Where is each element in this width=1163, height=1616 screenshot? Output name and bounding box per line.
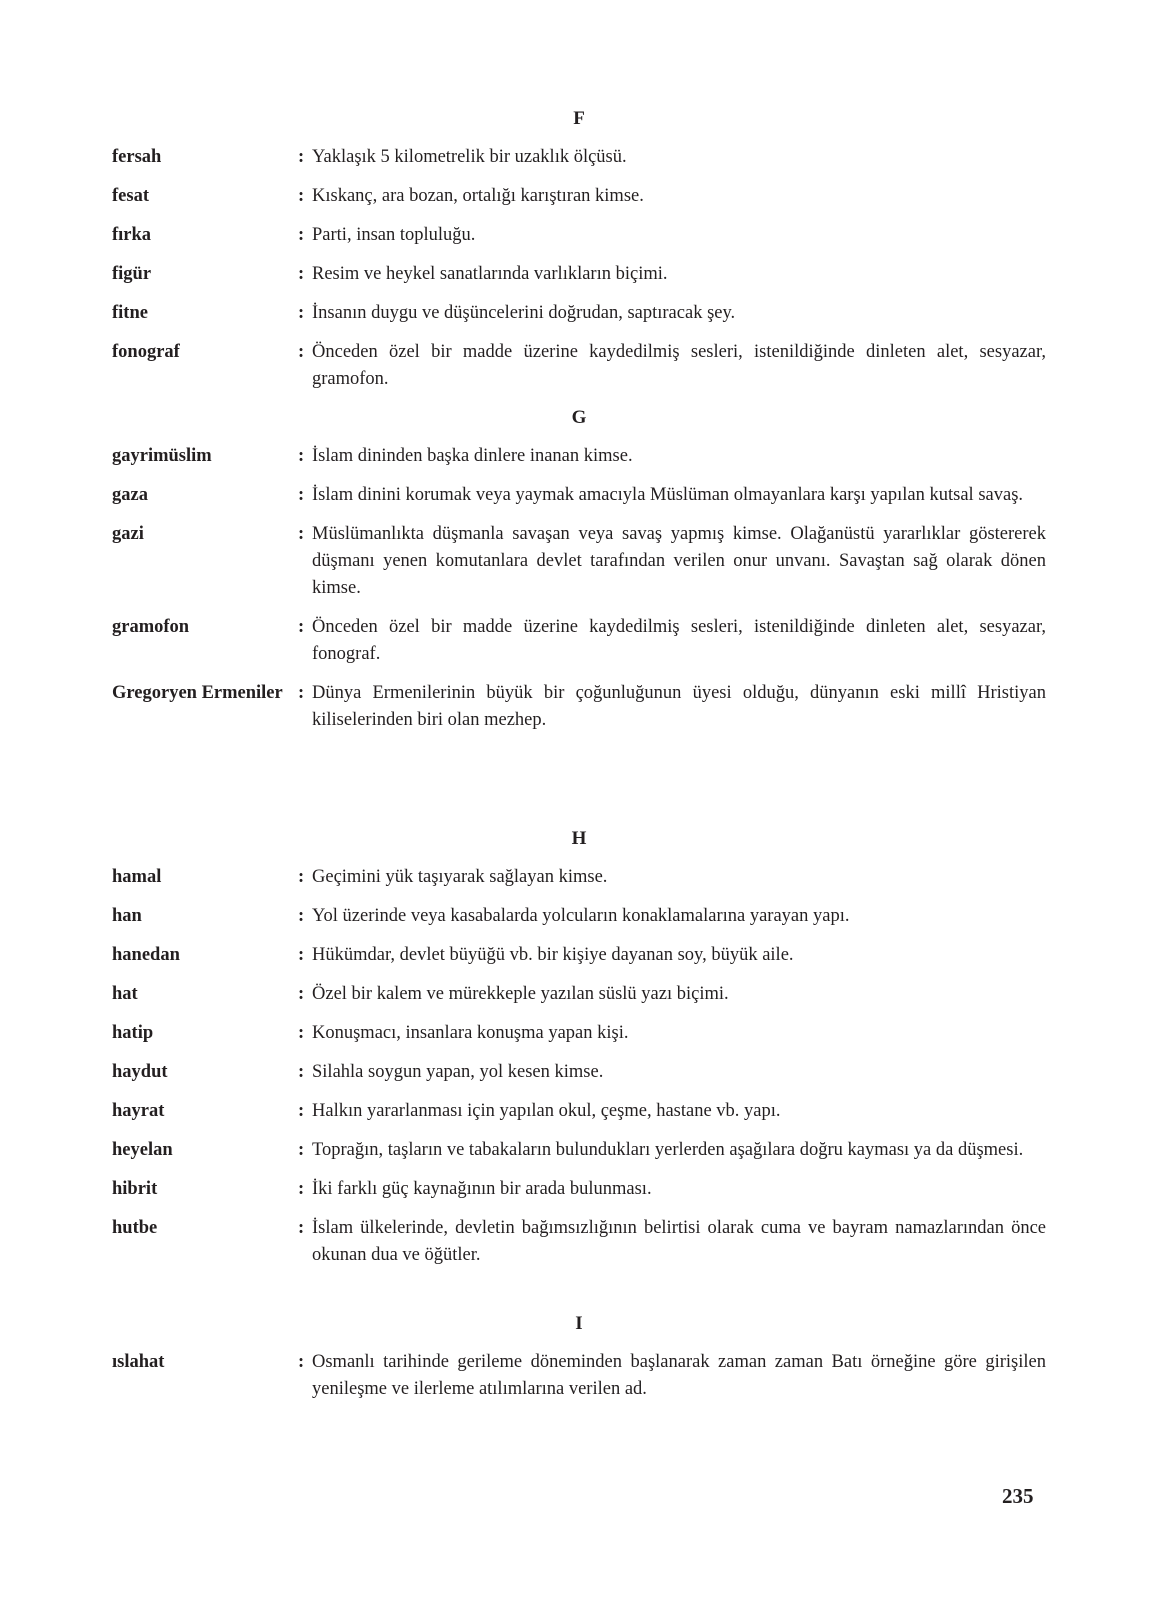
section-letter: H	[571, 828, 587, 849]
glossary-entry	[112, 903, 1046, 930]
glossary-entry	[112, 144, 1046, 171]
entry-colon: :	[298, 1179, 305, 1199]
entry-definition: Silahla soygun yapan, yol kesen kimse.	[312, 1062, 604, 1082]
entry-colon: :	[298, 186, 305, 206]
entry-definition: Hükümdar, devlet büyüğü vb. bir kişiye dayanan soy, büyük aile.	[312, 945, 794, 965]
entry-definition: Parti, insan topluluğu.	[312, 225, 476, 245]
glossary-entry	[112, 222, 1046, 249]
entry-definition: Yol üzerinde veya kasabalarda yolcuların konaklamalarına yarayan yapı.	[312, 906, 850, 926]
section-letter: G	[571, 407, 587, 428]
entry-term: heyelan	[112, 1140, 173, 1160]
entry-definition: İslam dinini korumak veya yaymak amacıyla Müslüman olmayanlara karşı yapılan kutsal savaş.	[312, 485, 1024, 505]
glossary-entry	[112, 614, 1046, 668]
entry-term: han	[112, 906, 142, 926]
entry-definition: Geçimini yük taşıyarak sağlayan kimse.	[312, 867, 608, 887]
entry-definition: Dünya Ermenilerinin büyük bir çoğunluğunun üyesi olduğu, dünyanın eski millî Hristiyan kiliselerinden biri olan mezhep.	[312, 683, 1046, 730]
entry-colon: :	[298, 147, 305, 167]
entry-definition: Kıskanç, ara bozan, ortalığı karıştıran kimse.	[312, 186, 644, 206]
entry-term: hatip	[112, 1023, 154, 1043]
entry-definition: Osmanlı tarihinde gerileme döneminden başlanarak zaman zaman Batı örneğine göre girişilen yenileşme ve ilerleme atılımlarına verilen ad.	[312, 1352, 1046, 1399]
entry-definition: İslam dininden başka dinlere inanan kimse.	[312, 446, 633, 466]
entry-term: hamal	[112, 867, 162, 887]
entry-term: hutbe	[112, 1218, 158, 1238]
section-spacer	[112, 746, 1046, 826]
entry-definition: Önceden özel bir madde üzerine kaydedilmiş sesleri, istenildiğinde dinleten alet, sesyazar, fonograf.	[312, 617, 1046, 664]
section-g	[112, 405, 1046, 734]
glossary-entry	[112, 521, 1046, 602]
entry-term: figür	[112, 264, 152, 284]
entry-definition: Konuşmacı, insanlara konuşma yapan kişi.	[312, 1023, 629, 1043]
glossary-entry	[112, 1020, 1046, 1047]
entry-colon: :	[298, 906, 305, 926]
page-number: 235	[1002, 1484, 1034, 1508]
entry-term: hanedan	[112, 945, 180, 965]
entry-definition: Toprağın, taşların ve tabakaların bulundukları yerlerden aşağılara doğru kayması ya da düşmesi.	[312, 1140, 1024, 1160]
entry-definition: Müslümanlıkta düşmanla savaşan veya savaş yapmış kimse. Olağanüstü yararlıklar göstererek düşmanı yenen komutanlara devlet tarafından verilen onur unvanı. Savaştan sağ olarak dönen kimse.	[312, 524, 1046, 598]
glossary-entry	[112, 1215, 1046, 1269]
glossary-entry	[112, 1176, 1046, 1203]
entry-colon: :	[298, 446, 305, 466]
entry-definition: Halkın yararlanması için yapılan okul, çeşme, hastane vb. yapı.	[312, 1101, 781, 1121]
glossary-page	[112, 106, 1046, 1415]
glossary-entry	[112, 443, 1046, 470]
glossary-entry	[112, 261, 1046, 288]
glossary-entry	[112, 864, 1046, 891]
entry-term: haydut	[112, 1062, 168, 1082]
glossary-entry	[112, 1098, 1046, 1125]
glossary-entry	[112, 300, 1046, 327]
entry-definition: Önceden özel bir madde üzerine kaydedilmiş sesleri, istenildiğinde dinleten alet, sesyazar, gramofon.	[312, 342, 1046, 389]
entry-colon: :	[298, 1023, 305, 1043]
entry-colon: :	[298, 485, 305, 505]
entry-term: gramofon	[112, 617, 190, 637]
entry-colon: :	[298, 1101, 305, 1121]
glossary-entry	[112, 1137, 1046, 1164]
section-letter: I	[575, 1313, 583, 1334]
entry-colon: :	[298, 1218, 305, 1238]
entry-colon: :	[298, 617, 305, 637]
entry-colon: :	[298, 264, 305, 284]
entry-definition: Resim ve heykel sanatlarında varlıkların biçimi.	[312, 264, 668, 284]
entry-term: fesat	[112, 186, 149, 206]
entry-colon: :	[298, 1352, 305, 1372]
entry-colon: :	[298, 524, 305, 544]
section-f	[112, 106, 1046, 393]
section-letter: F	[573, 108, 585, 129]
entry-term: fırka	[112, 225, 152, 245]
glossary-entry	[112, 680, 1046, 734]
entry-definition: İnsanın duygu ve düşüncelerini doğrudan, saptıracak şey.	[312, 303, 736, 323]
entry-term: fersah	[112, 147, 162, 167]
entry-term: hibrit	[112, 1179, 158, 1199]
section-i	[112, 1311, 1046, 1403]
entry-colon: :	[298, 1140, 305, 1160]
entry-term: ıslahat	[112, 1352, 165, 1372]
entry-term: fitne	[112, 303, 148, 323]
glossary-entry	[112, 1349, 1046, 1403]
entry-colon: :	[298, 683, 305, 703]
glossary-entry	[112, 981, 1046, 1008]
entry-colon: :	[298, 984, 305, 1004]
entry-definition: Özel bir kalem ve mürekkeple yazılan süslü yazı biçimi.	[312, 984, 729, 1004]
entry-definition: İki farklı güç kaynağının bir arada bulunması.	[312, 1179, 652, 1199]
entry-colon: :	[298, 225, 305, 245]
entry-colon: :	[298, 303, 305, 323]
entry-colon: :	[298, 342, 305, 362]
glossary-entry	[112, 1059, 1046, 1086]
entry-colon: :	[298, 945, 305, 965]
entry-term: hat	[112, 984, 138, 1004]
entry-term: Gregoryen Ermeniler	[112, 683, 283, 703]
entry-term: hayrat	[112, 1101, 165, 1121]
entry-term: gazi	[112, 524, 144, 544]
entry-colon: :	[298, 867, 305, 887]
glossary-entry	[112, 482, 1046, 509]
section-h	[112, 826, 1046, 1269]
entry-term: gayrimüslim	[112, 446, 212, 466]
entry-term: fonograf	[112, 342, 180, 362]
entry-term: gaza	[112, 485, 148, 505]
glossary-entry	[112, 339, 1046, 393]
glossary-entry	[112, 942, 1046, 969]
entry-colon: :	[298, 1062, 305, 1082]
glossary-entry	[112, 183, 1046, 210]
entry-definition: İslam ülkelerinde, devletin bağımsızlığının belirtisi olarak cuma ve bayram namazlarından önce okunan dua ve öğütler.	[312, 1218, 1046, 1265]
entry-definition: Yaklaşık 5 kilometrelik bir uzaklık ölçüsü.	[312, 147, 627, 167]
section-spacer	[112, 1281, 1046, 1311]
